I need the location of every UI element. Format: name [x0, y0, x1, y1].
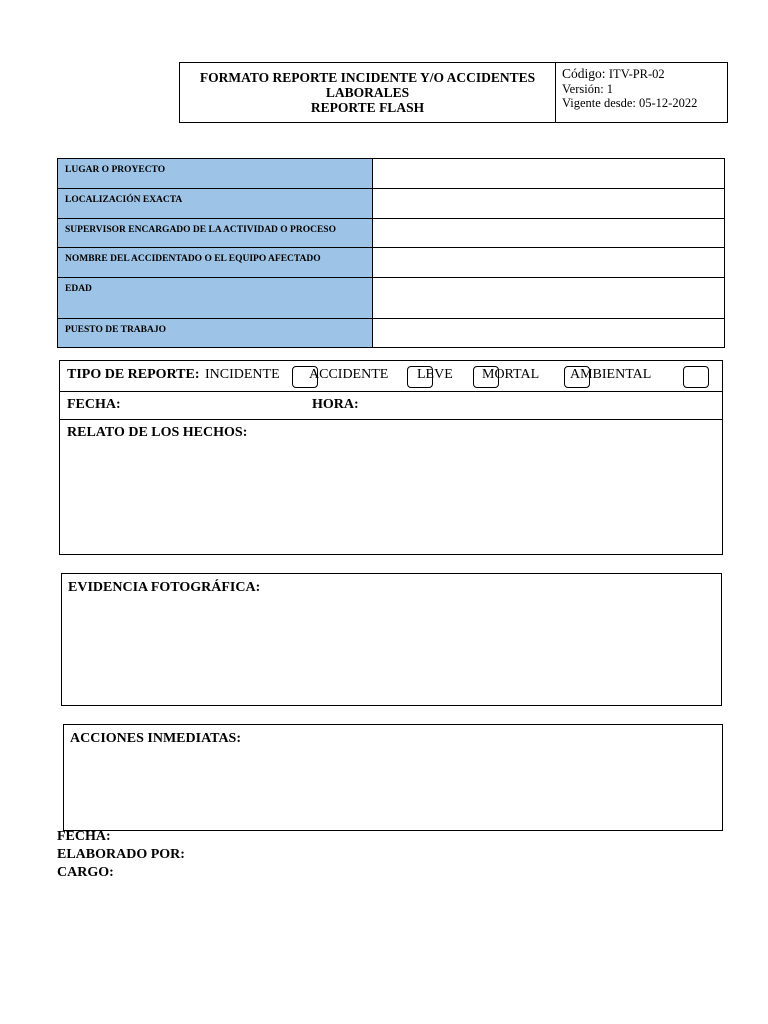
codigo-label: Código:: [562, 66, 606, 81]
info-field-edad[interactable]: [373, 278, 724, 318]
actions-label: ACCIONES INMEDIATAS:: [70, 731, 242, 746]
report-section: [59, 360, 723, 555]
option-accidente-label: ACCIDENTE: [309, 367, 389, 382]
document-valid-from: Vigente desde: 05-12-2022: [562, 96, 698, 110]
info-row-supervisor: [58, 219, 724, 248]
document-meta: [556, 63, 727, 122]
option-ambiental-checkbox[interactable]: [683, 366, 709, 388]
report-hora-label: HORA:: [312, 397, 359, 412]
info-field-puesto[interactable]: [373, 319, 724, 347]
info-row-nombre: [58, 248, 724, 278]
info-table: [57, 158, 725, 348]
info-label-nombre: NOMBRE DEL ACCIDENTADO O EL EQUIPO AFECTADO: [58, 248, 373, 277]
info-row-localizacion: [58, 189, 724, 219]
codigo-value: ITV-PR-02: [608, 67, 665, 81]
info-label-lugar: LUGAR O PROYECTO: [58, 159, 373, 188]
info-field-nombre[interactable]: [373, 248, 724, 277]
footer-fecha-label: FECHA:: [57, 829, 111, 844]
document-code: [562, 67, 727, 82]
option-leve-label: LEVE: [417, 367, 453, 382]
title-line-2: LABORALES: [325, 85, 410, 100]
info-field-lugar[interactable]: [373, 159, 724, 188]
info-row-lugar: [58, 159, 724, 189]
report-date-row: [60, 391, 722, 420]
relato-field[interactable]: [60, 441, 722, 555]
info-label-puesto: PUESTO DE TRABAJO: [58, 319, 373, 347]
document-version: Versión: 1: [562, 81, 614, 96]
footer-elaborado-label: ELABORADO POR:: [57, 847, 185, 862]
actions-section: [63, 724, 723, 831]
option-incidente-label: INCIDENTE: [205, 367, 280, 382]
footer-cargo-label: CARGO:: [57, 865, 114, 880]
info-row-edad: [58, 278, 724, 319]
option-mortal-label: MORTAL: [482, 367, 540, 382]
info-field-localizacion[interactable]: [373, 189, 724, 218]
document-header: [179, 62, 728, 123]
evidence-field[interactable]: [62, 600, 721, 705]
info-label-supervisor: SUPERVISOR ENCARGADO DE LA ACTIVIDAD O PROCESO: [58, 219, 373, 247]
report-fecha-label: FECHA:: [67, 397, 121, 412]
actions-field[interactable]: [64, 751, 722, 830]
report-type-row: [60, 361, 722, 392]
title-line-1: FORMATO REPORTE INCIDENTE Y/O ACCIDENTES: [199, 70, 536, 85]
info-row-puesto: [58, 319, 724, 347]
report-type-label: TIPO DE REPORTE:: [67, 367, 200, 382]
info-label-localizacion: LOCALIZACIÓN EXACTA: [58, 189, 373, 218]
title-line-3: REPORTE FLASH: [310, 100, 425, 115]
option-ambiental-label: AMBIENTAL: [570, 367, 652, 382]
evidence-section: [61, 573, 722, 706]
relato-label: RELATO DE LOS HECHOS:: [67, 425, 248, 440]
evidence-label: EVIDENCIA FOTOGRÁFICA:: [68, 580, 261, 595]
info-label-edad: EDAD: [58, 278, 373, 318]
document-title: [180, 63, 556, 122]
info-field-supervisor[interactable]: [373, 219, 724, 247]
